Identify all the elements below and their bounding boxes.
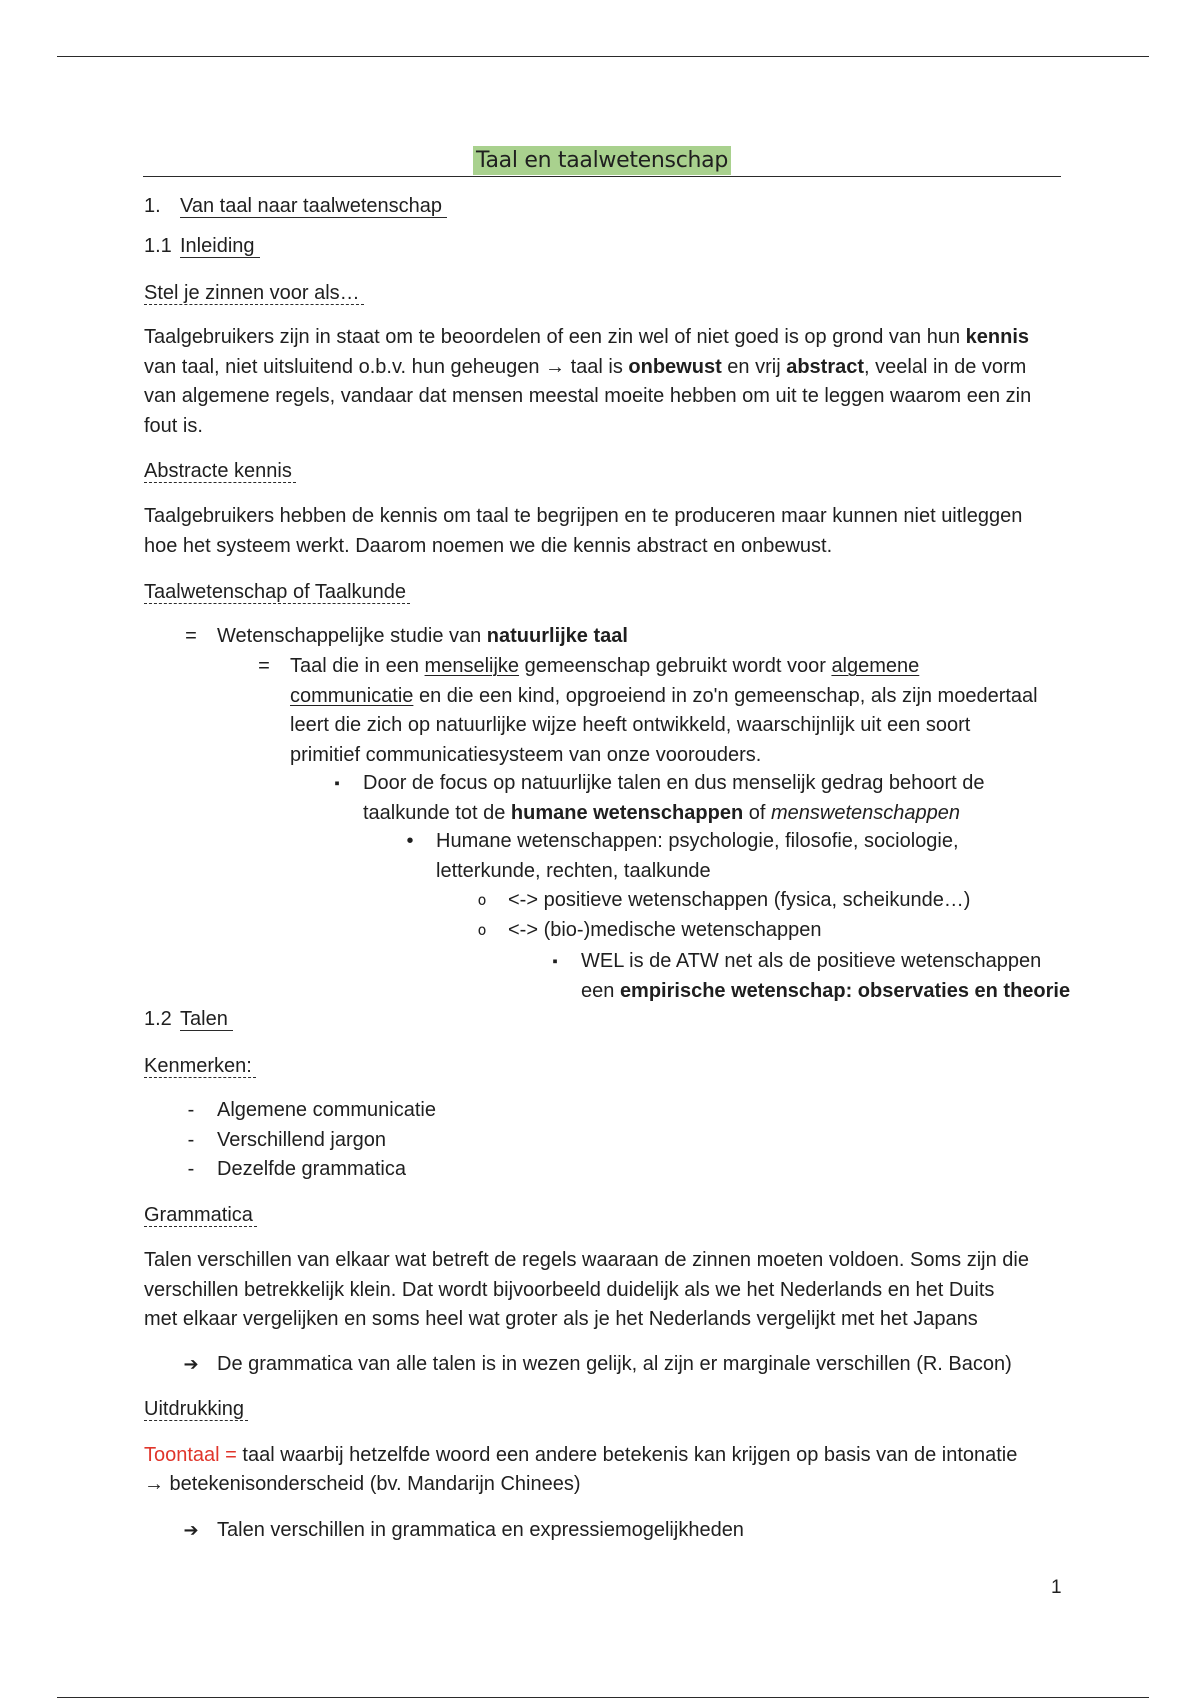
paragraph-line: met elkaar vergelijken en soms heel wat groter als je het Nederlands vergelijkt met het Japans	[144, 1308, 978, 1330]
conclusion-text: Talen verschillen in grammatica en expressiemogelijkheden	[217, 1519, 744, 1541]
section-title: Talen	[180, 1009, 233, 1031]
text-run: , veelal in de vorm	[864, 355, 1027, 378]
list-line	[290, 741, 1038, 771]
circle-bullet-icon: o	[477, 891, 487, 909]
text-run: fout is.	[144, 414, 203, 437]
text-run: taal waarbij hetzelfde woord een andere betekenis kan krijgen op basis van de intonatie	[236, 1444, 1018, 1466]
features-list-item	[187, 1126, 386, 1156]
text-run: taalkunde tot de	[363, 801, 511, 824]
subheading-stel	[144, 279, 364, 309]
text-run: van algemene regels, vandaar dat mensen meestal moeite hebben om uit te leggen waarom een zin	[144, 385, 1032, 407]
grammar-conclusion	[183, 1350, 1012, 1380]
text-run: Door de focus op natuurlijke talen en dus menselijk gedrag behoort de	[363, 772, 985, 794]
subheading-text: Uitdrukking	[144, 1399, 248, 1421]
text-run: een	[581, 979, 620, 1002]
dash-bullet: -	[187, 1158, 195, 1180]
list-line: Dezelfde grammatica	[217, 1158, 406, 1180]
title-container	[143, 146, 1061, 175]
subheading-linguistics	[144, 578, 410, 608]
list-line	[581, 947, 1070, 977]
list-line	[290, 652, 1038, 682]
section-heading-1-2	[144, 1005, 233, 1035]
list-item-level-1	[185, 622, 628, 652]
underlined-term: algemene	[831, 655, 920, 677]
paragraph-line: verschillen betrekkelijk klein. Dat wordt bijvoorbeeld duidelijk als we het Nederlands en het Duits	[144, 1278, 995, 1301]
text-run: Wetenschappelijke studie van	[217, 625, 487, 647]
paragraph-line: hoe het systeem werkt. Daarom noemen we die kennis abstract en onbewust.	[144, 534, 833, 557]
paragraph-line	[144, 1441, 1017, 1470]
paragraph-line	[144, 323, 1031, 353]
text-run: gemeenschap gebruikt wordt voor	[519, 655, 832, 677]
title-rule	[143, 176, 1061, 177]
section-number: 1.	[144, 195, 161, 217]
paragraph-line	[144, 382, 1031, 412]
section-number: 1.1	[144, 235, 172, 257]
conclusion-text: De grammatica van alle talen is in wezen gelijk, al zijn er marginale verschillen (R. Bacon)	[217, 1353, 1012, 1375]
circle-bullet-icon: o	[477, 921, 487, 939]
subheading-text: Kenmerken:	[144, 1056, 256, 1078]
subheading-text: Grammatica	[144, 1205, 257, 1227]
text-run: WEL is de ATW net als de positieve wetenschappen	[581, 950, 1042, 972]
list-line	[290, 682, 1038, 712]
list-item-level-5	[477, 916, 822, 946]
features-list-item	[187, 1096, 436, 1126]
text-run: Taalgebruikers zijn in staat om te beoordelen of een zin wel of niet goed is op grond van hun	[144, 326, 966, 348]
italic-term: menswetenschappen	[770, 801, 960, 824]
paragraph-line: → betekenisonderscheid (bv. Mandarijn Chinees)	[144, 1472, 581, 1495]
paragraph-line	[144, 353, 1031, 383]
page-number: 1	[1051, 1577, 1062, 1598]
bold-term: natuurlijke taal	[486, 625, 628, 647]
text-run: letterkunde, rechten, taalkunde	[436, 859, 711, 882]
list-line	[290, 711, 1038, 741]
text-run: Taal die in een	[290, 655, 425, 677]
text-run: <-> positieve wetenschappen (fysica, scheikunde…)	[508, 889, 971, 911]
section-heading-1	[144, 192, 447, 222]
list-line	[363, 769, 985, 799]
dot-bullet-icon: •	[406, 830, 414, 852]
list-line	[363, 799, 985, 829]
page-title: Taal en taalwetenschap	[473, 146, 731, 175]
text-run: <-> (bio-)medische wetenschappen	[508, 919, 822, 941]
list-item-level-5	[477, 886, 971, 916]
header-rule	[57, 56, 1149, 57]
subheading-text: Stel je zinnen voor als…	[144, 283, 364, 305]
bold-term: onbewust	[628, 355, 722, 378]
paragraph-line: Taalgebruikers hebben de kennis om taal te begrijpen en te produceren maar kunnen niet uitleggen	[144, 505, 1023, 527]
subheading-text: Taalwetenschap of Taalkunde	[144, 582, 410, 604]
arrow-right-icon: ➔	[183, 1520, 199, 1541]
expression-paragraph	[144, 1441, 1017, 1499]
text-run: en vrij	[721, 355, 787, 378]
bold-term: abstract	[786, 355, 865, 378]
section-title: Inleiding	[180, 236, 260, 258]
list-line	[508, 916, 822, 946]
list-line	[436, 857, 959, 887]
text-run: Humane wetenschappen: psychologie, filosofie, sociologie,	[436, 830, 959, 852]
list-item-level-3	[334, 769, 985, 828]
list-item-level-6	[552, 947, 1071, 1006]
dash-bullet: -	[187, 1099, 195, 1121]
subheading-grammar	[144, 1201, 257, 1231]
features-list-item	[187, 1155, 406, 1185]
dash-bullet: -	[187, 1128, 195, 1151]
text-run: van taal, niet uitsluitend o.b.v. hun geheugen → taal is	[144, 355, 629, 378]
paragraph-line: Talen verschillen van elkaar wat betreft de regels waaraan de zinnen moeten voldoen. Soms zijn die	[144, 1249, 1029, 1271]
expression-conclusion	[183, 1516, 744, 1546]
subheading-text: Abstracte kennis	[144, 461, 296, 483]
underlined-term: communicatie	[290, 684, 414, 707]
bold-term: empirische wetenschap: observaties en theorie	[619, 979, 1071, 1002]
square-bullet-icon: ▪	[334, 775, 340, 792]
bold-term: humane wetenschappen	[510, 801, 744, 824]
bold-term: kennis	[965, 326, 1029, 348]
list-item-level-2	[258, 652, 1038, 770]
text-run: en die een kind, opgroeiend in zo'n gemeenschap, als zijn moedertaal	[413, 684, 1038, 707]
subheading-expression	[144, 1395, 248, 1425]
list-line: Algemene communicatie	[217, 1099, 436, 1121]
text-run: of	[743, 801, 771, 824]
equals-bullet: =	[258, 655, 270, 677]
abstract-paragraph	[144, 502, 1022, 561]
subheading-features	[144, 1052, 256, 1082]
arrow-right-icon: ➔	[183, 1354, 199, 1375]
list-item-level-4	[406, 827, 959, 886]
list-line	[508, 886, 970, 916]
text-run: leert die zich op natuurlijke wijze heeft ontwikkeld, waarschijnlijk uit een soort	[290, 714, 971, 736]
subheading-abstract	[144, 457, 296, 487]
footer-rule	[57, 1697, 1149, 1698]
text-run: primitief communicatiesysteem van onze voorouders.	[290, 743, 762, 766]
list-line	[217, 622, 628, 652]
list-line	[581, 977, 1070, 1007]
equals-bullet: =	[185, 625, 197, 647]
square-bullet-icon: ▪	[552, 953, 558, 970]
term-label: Toontaal =	[144, 1444, 237, 1466]
paragraph-line	[144, 412, 1031, 442]
section-title: Van taal naar taalwetenschap	[180, 196, 447, 218]
list-line	[436, 827, 959, 857]
section-heading-1-1	[144, 232, 260, 262]
grammar-paragraph	[144, 1246, 1029, 1335]
list-line: Verschillend jargon	[217, 1128, 386, 1151]
section-number: 1.2	[144, 1008, 172, 1030]
underlined-term: menselijke	[424, 655, 520, 677]
intro-paragraph	[144, 323, 1031, 441]
